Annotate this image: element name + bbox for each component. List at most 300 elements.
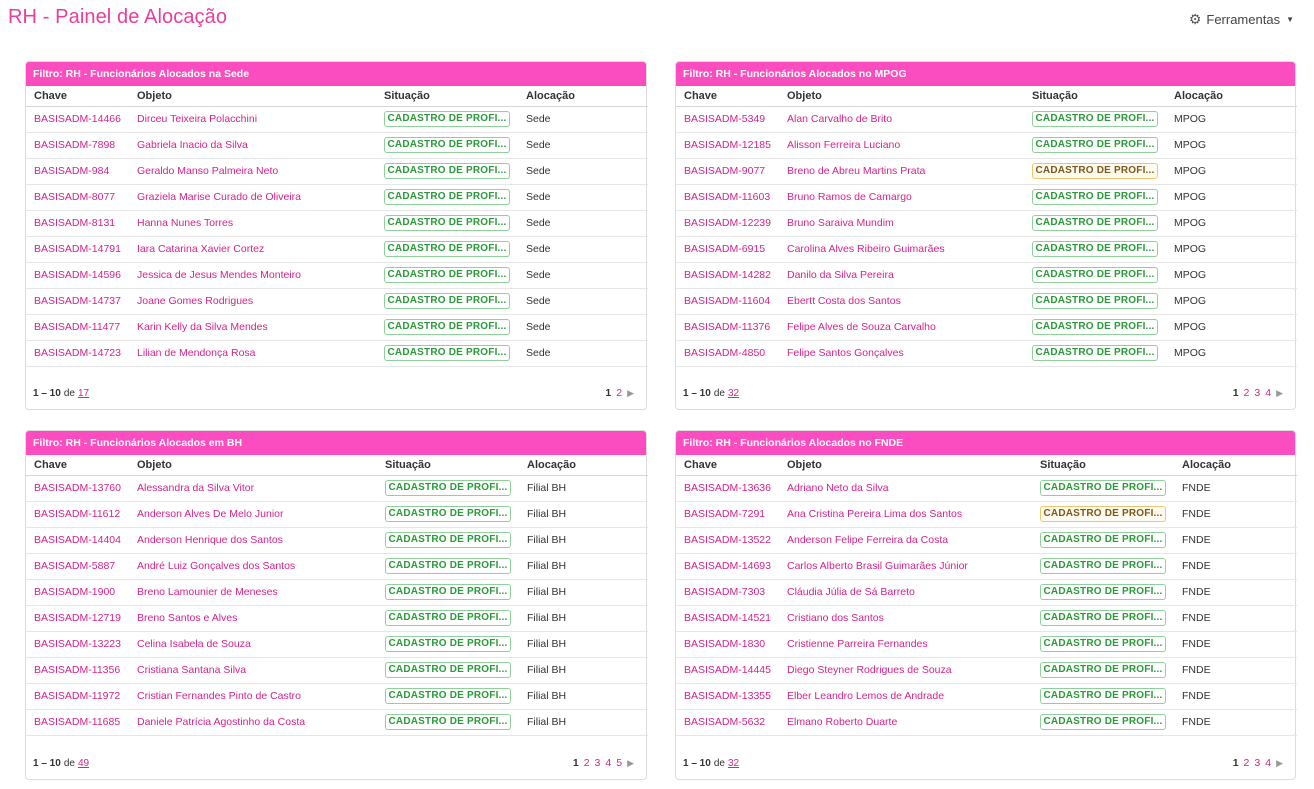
page-link[interactable]: 2: [1243, 387, 1250, 399]
table-row[interactable]: [26, 262, 648, 288]
status-cell: [376, 262, 518, 288]
results-table: [26, 455, 648, 736]
allocation-cell: Filial BH: [519, 605, 648, 631]
status-cell: [376, 132, 518, 158]
status-badge: CADASTRO DE PROFI...: [1040, 714, 1166, 730]
column-header-situacao[interactable]: Situação: [1024, 86, 1166, 106]
issue-key-link[interactable]: BASISADM-7291: [676, 501, 779, 527]
status-badge: CADASTRO DE PROFI...: [1040, 480, 1166, 496]
panel-title[interactable]: Filtro: RH - Funcionários Alocados na Sede: [26, 62, 646, 86]
issue-summary-link[interactable]: Carolina Alves Ribeiro Guimarães: [779, 236, 1024, 262]
status-cell: [377, 683, 519, 709]
column-header-chave[interactable]: Chave: [26, 455, 129, 475]
status-cell: [376, 236, 518, 262]
table-row[interactable]: [676, 184, 1297, 210]
status-badge: CADASTRO DE PROFI...: [384, 293, 510, 309]
issue-summary-link[interactable]: Joane Gomes Rodrigues: [129, 288, 376, 314]
column-header-situacao[interactable]: Situação: [376, 86, 518, 106]
table-row[interactable]: [26, 210, 648, 236]
table-row[interactable]: [26, 314, 648, 340]
status-cell: [1032, 527, 1174, 553]
page-link[interactable]: 4: [1265, 387, 1272, 399]
status-cell: [376, 184, 518, 210]
table-row[interactable]: [676, 210, 1297, 236]
status-badge: CADASTRO DE PROFI...: [385, 662, 511, 678]
status-badge: CADASTRO DE PROFI...: [385, 688, 511, 704]
status-cell: [1032, 553, 1174, 579]
status-cell: [377, 631, 519, 657]
issue-key-link[interactable]: BASISADM-11685: [26, 709, 129, 735]
table-row[interactable]: [676, 340, 1297, 366]
allocation-cell: MPOG: [1166, 340, 1297, 366]
allocation-cell: MPOG: [1166, 314, 1297, 340]
page-link[interactable]: 4: [1265, 757, 1272, 769]
issue-summary-link[interactable]: Alessandra da Silva Vitor: [129, 475, 377, 501]
issue-key-link[interactable]: BASISADM-13760: [26, 475, 129, 501]
status-cell: [1032, 501, 1174, 527]
issue-key-link[interactable]: BASISADM-11612: [26, 501, 129, 527]
status-badge: CADASTRO DE PROFI...: [1040, 610, 1166, 626]
gear-icon: ⚙: [1188, 11, 1202, 27]
allocation-cell: Sede: [518, 106, 648, 132]
next-page-icon[interactable]: ▶: [1276, 757, 1283, 768]
issue-key-link[interactable]: BASISADM-14693: [676, 553, 779, 579]
issue-key-link[interactable]: BASISADM-984: [26, 158, 129, 184]
issue-summary-link[interactable]: Iara Catarina Xavier Cortez: [129, 236, 376, 262]
issue-key-link[interactable]: BASISADM-5349: [676, 106, 779, 132]
status-badge: CADASTRO DE PROFI...: [1032, 163, 1158, 179]
table-row[interactable]: [26, 158, 648, 184]
issue-summary-link[interactable]: Ana Cristina Pereira Lima dos Santos: [779, 501, 1032, 527]
table-row[interactable]: [26, 683, 648, 709]
issue-key-link[interactable]: BASISADM-13522: [676, 527, 779, 553]
column-header-situacao[interactable]: Situação: [377, 455, 519, 475]
page-link[interactable]: 2: [1243, 757, 1250, 769]
allocation-cell: Filial BH: [519, 631, 648, 657]
table-row[interactable]: [26, 132, 648, 158]
status-badge: CADASTRO DE PROFI...: [1040, 506, 1166, 522]
issue-key-link[interactable]: BASISADM-14723: [26, 340, 129, 366]
status-badge: CADASTRO DE PROFI...: [1032, 293, 1158, 309]
status-badge: CADASTRO DE PROFI...: [1040, 688, 1166, 704]
table-row[interactable]: [676, 132, 1297, 158]
status-badge: CADASTRO DE PROFI...: [1032, 267, 1158, 283]
column-header-situacao[interactable]: Situação: [1032, 455, 1174, 475]
allocation-cell: MPOG: [1166, 236, 1297, 262]
status-cell: [1032, 631, 1174, 657]
issue-summary-link[interactable]: Dirceu Teixeira Polacchini: [129, 106, 376, 132]
issue-summary-link[interactable]: Anderson Henrique dos Santos: [129, 527, 377, 553]
pagination: [1233, 387, 1283, 399]
issue-key-link[interactable]: BASISADM-7303: [676, 579, 779, 605]
table-row[interactable]: [26, 288, 648, 314]
issue-key-link[interactable]: BASISADM-14521: [676, 605, 779, 631]
column-header-alocacao[interactable]: Alocação: [519, 455, 648, 475]
issue-summary-link[interactable]: Cristienne Parreira Fernandes: [779, 631, 1032, 657]
allocation-cell: Sede: [518, 184, 648, 210]
allocation-cell: MPOG: [1166, 184, 1297, 210]
table-row[interactable]: [676, 631, 1297, 657]
next-page-icon[interactable]: ▶: [1276, 387, 1283, 398]
issue-key-link[interactable]: BASISADM-12719: [26, 605, 129, 631]
table-row[interactable]: [26, 527, 648, 553]
tools-menu-label: Ferramentas: [1206, 12, 1281, 27]
status-badge: CADASTRO DE PROFI...: [384, 111, 510, 127]
issue-summary-link[interactable]: Anderson Alves De Melo Junior: [129, 501, 377, 527]
results-total-link[interactable]: 32: [727, 388, 740, 399]
allocation-cell: Sede: [518, 158, 648, 184]
allocation-cell: Filial BH: [519, 475, 648, 501]
issue-key-link[interactable]: BASISADM-11356: [26, 657, 129, 683]
allocation-cell: MPOG: [1166, 106, 1297, 132]
status-badge: CADASTRO DE PROFI...: [385, 532, 511, 548]
status-badge: CADASTRO DE PROFI...: [385, 636, 511, 652]
issue-key-link[interactable]: BASISADM-11477: [26, 314, 129, 340]
status-cell: [1024, 236, 1166, 262]
issue-summary-link[interactable]: Alan Carvalho de Brito: [779, 106, 1024, 132]
status-badge: CADASTRO DE PROFI...: [385, 714, 511, 730]
allocation-cell: MPOG: [1166, 158, 1297, 184]
issue-key-link[interactable]: BASISADM-8131: [26, 210, 129, 236]
filter-panel: [675, 430, 1296, 780]
status-cell: [1024, 314, 1166, 340]
status-cell: [1032, 605, 1174, 631]
allocation-cell: Filial BH: [519, 683, 648, 709]
panel-title[interactable]: Filtro: RH - Funcionários Alocados no MPOG: [676, 62, 1295, 86]
status-cell: [377, 657, 519, 683]
allocation-cell: Sede: [518, 132, 648, 158]
issue-key-link[interactable]: BASISADM-11603: [676, 184, 779, 210]
issue-summary-link[interactable]: Anderson Felipe Ferreira da Costa: [779, 527, 1032, 553]
status-badge: CADASTRO DE PROFI...: [385, 506, 511, 522]
status-badge: CADASTRO DE PROFI...: [1032, 319, 1158, 335]
allocation-cell: Filial BH: [519, 527, 648, 553]
table-row[interactable]: [26, 657, 648, 683]
allocation-cell: Sede: [518, 288, 648, 314]
status-cell: [1032, 709, 1174, 735]
issue-key-link[interactable]: BASISADM-11972: [26, 683, 129, 709]
issue-key-link[interactable]: BASISADM-11376: [676, 314, 779, 340]
issue-key-link[interactable]: BASISADM-12239: [676, 210, 779, 236]
table-row[interactable]: [676, 527, 1297, 553]
issue-key-link[interactable]: BASISADM-14737: [26, 288, 129, 314]
table-row[interactable]: [676, 106, 1297, 132]
allocation-cell: MPOG: [1166, 288, 1297, 314]
table-row[interactable]: [676, 657, 1297, 683]
status-cell: [376, 340, 518, 366]
allocation-cell: FNDE: [1174, 605, 1297, 631]
table-row[interactable]: [26, 709, 648, 735]
allocation-cell: FNDE: [1174, 501, 1297, 527]
issue-key-link[interactable]: BASISADM-14791: [26, 236, 129, 262]
issue-key-link[interactable]: BASISADM-7898: [26, 132, 129, 158]
results-of-label: de: [713, 388, 725, 399]
status-badge: CADASTRO DE PROFI...: [385, 584, 511, 600]
table-row[interactable]: [26, 605, 648, 631]
allocation-cell: Filial BH: [519, 579, 648, 605]
allocation-cell: Filial BH: [519, 709, 648, 735]
issue-key-link[interactable]: BASISADM-4850: [676, 340, 779, 366]
issue-key-link[interactable]: BASISADM-6915: [676, 236, 779, 262]
issue-key-link[interactable]: BASISADM-1900: [26, 579, 129, 605]
table-row[interactable]: [676, 683, 1297, 709]
status-badge: CADASTRO DE PROFI...: [1040, 636, 1166, 652]
allocation-cell: FNDE: [1174, 579, 1297, 605]
filter-panel: [675, 61, 1296, 410]
results-count: [683, 758, 739, 769]
status-cell: [1032, 683, 1174, 709]
results-range: 1 – 10: [683, 758, 711, 769]
issue-summary-link[interactable]: Breno de Abreu Martins Prata: [779, 158, 1024, 184]
table-row[interactable]: [26, 184, 648, 210]
issue-summary-link[interactable]: Cristiano dos Santos: [779, 605, 1032, 631]
table-row[interactable]: [26, 631, 648, 657]
column-header-objeto[interactable]: Objeto: [779, 455, 1032, 475]
page-link[interactable]: 4: [605, 757, 612, 769]
status-badge: CADASTRO DE PROFI...: [384, 267, 510, 283]
issue-summary-link[interactable]: Cláudia Júlia de Sá Barreto: [779, 579, 1032, 605]
next-page-icon[interactable]: ▶: [627, 757, 634, 768]
issue-key-link[interactable]: BASISADM-13355: [676, 683, 779, 709]
status-cell: [376, 210, 518, 236]
allocation-cell: FNDE: [1174, 527, 1297, 553]
issue-key-link[interactable]: BASISADM-11604: [676, 288, 779, 314]
table-row[interactable]: [676, 236, 1297, 262]
status-cell: [377, 553, 519, 579]
results-range: 1 – 10: [33, 388, 61, 399]
status-cell: [377, 475, 519, 501]
issue-summary-link[interactable]: Bruno Ramos de Camargo: [779, 184, 1024, 210]
table-row[interactable]: [676, 314, 1297, 340]
issue-key-link[interactable]: BASISADM-14404: [26, 527, 129, 553]
pagination: [605, 387, 634, 399]
allocation-cell: MPOG: [1166, 262, 1297, 288]
issue-key-link[interactable]: BASISADM-5887: [26, 553, 129, 579]
status-cell: [377, 709, 519, 735]
caret-down-icon: ▼: [1286, 15, 1294, 24]
results-total-link[interactable]: 32: [727, 758, 740, 769]
issue-summary-link[interactable]: Alisson Ferreira Luciano: [779, 132, 1024, 158]
issue-summary-link[interactable]: Felipe Santos Gonçalves: [779, 340, 1024, 366]
issue-summary-link[interactable]: Elber Leandro Lemos de Andrade: [779, 683, 1032, 709]
status-cell: [376, 288, 518, 314]
issue-summary-link[interactable]: Cristiana Santana Silva: [129, 657, 377, 683]
status-badge: CADASTRO DE PROFI...: [1032, 111, 1158, 127]
status-cell: [377, 527, 519, 553]
table-row[interactable]: [26, 106, 648, 132]
status-badge: CADASTRO DE PROFI...: [385, 480, 511, 496]
status-cell: [377, 579, 519, 605]
results-of-label: de: [63, 758, 75, 769]
issue-key-link[interactable]: BASISADM-14445: [676, 657, 779, 683]
issue-summary-link[interactable]: André Luiz Gonçalves dos Santos: [129, 553, 377, 579]
panel-title[interactable]: Filtro: RH - Funcionários Alocados no FNDE: [676, 431, 1295, 455]
page-link[interactable]: 2: [583, 757, 590, 769]
status-cell: [1024, 340, 1166, 366]
results-of-label: de: [713, 758, 725, 769]
table-row[interactable]: [676, 605, 1297, 631]
status-cell: [1024, 184, 1166, 210]
results-total-link[interactable]: 17: [77, 388, 90, 399]
status-cell: [1032, 579, 1174, 605]
results-count: [33, 758, 89, 769]
allocation-cell: FNDE: [1174, 553, 1297, 579]
status-badge: CADASTRO DE PROFI...: [384, 189, 510, 205]
results-table: [26, 86, 648, 367]
column-header-chave[interactable]: Chave: [26, 86, 129, 106]
status-badge: CADASTRO DE PROFI...: [384, 137, 510, 153]
results-range: 1 – 10: [683, 388, 711, 399]
page-link[interactable]: 3: [594, 757, 601, 769]
results-range: 1 – 10: [33, 758, 61, 769]
column-header-alocacao[interactable]: Alocação: [518, 86, 648, 106]
table-row[interactable]: [676, 553, 1297, 579]
status-badge: CADASTRO DE PROFI...: [385, 610, 511, 626]
filter-panel: [25, 61, 647, 410]
page-link[interactable]: 5: [616, 757, 623, 769]
page-link[interactable]: 3: [1254, 757, 1261, 769]
issue-key-link[interactable]: BASISADM-13636: [676, 475, 779, 501]
issue-summary-link[interactable]: Geraldo Manso Palmeira Neto: [129, 158, 376, 184]
issue-summary-link[interactable]: Elmano Roberto Duarte: [779, 709, 1032, 735]
table-row[interactable]: [676, 579, 1297, 605]
allocation-cell: FNDE: [1174, 683, 1297, 709]
column-header-chave[interactable]: Chave: [676, 455, 779, 475]
status-badge: CADASTRO DE PROFI...: [1040, 584, 1166, 600]
issue-key-link[interactable]: BASISADM-5632: [676, 709, 779, 735]
allocation-cell: Sede: [518, 340, 648, 366]
table-row[interactable]: [676, 501, 1297, 527]
table-row[interactable]: [26, 501, 648, 527]
issue-summary-link[interactable]: Carlos Alberto Brasil Guimarães Júnior: [779, 553, 1032, 579]
allocation-cell: FNDE: [1174, 475, 1297, 501]
issue-key-link[interactable]: BASISADM-14596: [26, 262, 129, 288]
allocation-cell: MPOG: [1166, 210, 1297, 236]
issue-key-link[interactable]: BASISADM-12185: [676, 132, 779, 158]
results-of-label: de: [63, 388, 75, 399]
status-cell: [376, 106, 518, 132]
issue-summary-link[interactable]: Diego Steyner Rodrigues de Souza: [779, 657, 1032, 683]
results-count: [683, 388, 739, 399]
status-cell: [1024, 210, 1166, 236]
issue-summary-link[interactable]: Cristian Fernandes Pinto de Castro: [129, 683, 377, 709]
issue-summary-link[interactable]: Danilo da Silva Pereira: [779, 262, 1024, 288]
allocation-cell: Filial BH: [519, 553, 648, 579]
issue-key-link[interactable]: BASISADM-14466: [26, 106, 129, 132]
status-badge: CADASTRO DE PROFI...: [384, 241, 510, 257]
status-cell: [1024, 262, 1166, 288]
issue-summary-link[interactable]: Daniele Patrícia Agostinho da Costa: [129, 709, 377, 735]
status-cell: [1032, 475, 1174, 501]
status-cell: [377, 501, 519, 527]
table-row[interactable]: [26, 579, 648, 605]
results-count: [33, 388, 89, 399]
issue-summary-link[interactable]: Breno Lamounier de Meneses: [129, 579, 377, 605]
issue-key-link[interactable]: BASISADM-1830: [676, 631, 779, 657]
page-current: 1: [605, 387, 612, 399]
column-header-alocacao[interactable]: Alocação: [1166, 86, 1297, 106]
table-row[interactable]: [26, 475, 648, 501]
status-badge: CADASTRO DE PROFI...: [384, 163, 510, 179]
table-row[interactable]: [26, 236, 648, 262]
table-row[interactable]: [676, 288, 1297, 314]
allocation-cell: FNDE: [1174, 631, 1297, 657]
allocation-cell: MPOG: [1166, 132, 1297, 158]
table-row[interactable]: [676, 158, 1297, 184]
column-header-objeto[interactable]: Objeto: [129, 455, 377, 475]
status-cell: [1032, 657, 1174, 683]
allocation-cell: FNDE: [1174, 657, 1297, 683]
status-badge: CADASTRO DE PROFI...: [1032, 241, 1158, 257]
column-header-objeto[interactable]: Objeto: [129, 86, 376, 106]
table-row[interactable]: [26, 553, 648, 579]
status-badge: CADASTRO DE PROFI...: [1032, 189, 1158, 205]
results-table: [676, 455, 1297, 736]
tools-menu-button[interactable]: [1189, 11, 1294, 28]
results-total-link[interactable]: 49: [77, 758, 90, 769]
filter-panel: [25, 430, 647, 780]
issue-summary-link[interactable]: Gabriela Inacio da Silva: [129, 132, 376, 158]
column-header-alocacao[interactable]: Alocação: [1174, 455, 1297, 475]
page-title: RH - Painel de Alocação: [8, 6, 228, 28]
allocation-cell: FNDE: [1174, 709, 1297, 735]
page-link[interactable]: 2: [616, 387, 623, 399]
status-badge: CADASTRO DE PROFI...: [1032, 137, 1158, 153]
status-badge: CADASTRO DE PROFI...: [1040, 532, 1166, 548]
issue-key-link[interactable]: BASISADM-8077: [26, 184, 129, 210]
status-cell: [1024, 158, 1166, 184]
table-row[interactable]: [676, 475, 1297, 501]
table-row[interactable]: [676, 709, 1297, 735]
issue-summary-link[interactable]: Graziela Marise Curado de Oliveira: [129, 184, 376, 210]
status-cell: [377, 605, 519, 631]
page-link[interactable]: 3: [1254, 387, 1261, 399]
column-header-objeto[interactable]: Objeto: [779, 86, 1024, 106]
status-cell: [376, 314, 518, 340]
allocation-cell: Filial BH: [519, 501, 648, 527]
status-badge: CADASTRO DE PROFI...: [384, 319, 510, 335]
issue-summary-link[interactable]: Karin Kelly da Silva Mendes: [129, 314, 376, 340]
issue-summary-link[interactable]: Bruno Saraiva Mundim: [779, 210, 1024, 236]
issue-summary-link[interactable]: Ebertt Costa dos Santos: [779, 288, 1024, 314]
table-row[interactable]: [676, 262, 1297, 288]
status-badge: CADASTRO DE PROFI...: [385, 558, 511, 574]
issue-key-link[interactable]: BASISADM-13223: [26, 631, 129, 657]
issue-summary-link[interactable]: Celina Isabela de Souza: [129, 631, 377, 657]
panel-title[interactable]: Filtro: RH - Funcionários Alocados em BH: [26, 431, 646, 455]
page-current: 1: [1232, 387, 1239, 399]
next-page-icon[interactable]: ▶: [627, 387, 634, 398]
issue-summary-link[interactable]: Hanna Nunes Torres: [129, 210, 376, 236]
status-cell: [1024, 106, 1166, 132]
issue-summary-link[interactable]: Jessica de Jesus Mendes Monteiro: [129, 262, 376, 288]
column-header-chave[interactable]: Chave: [676, 86, 779, 106]
allocation-cell: Sede: [518, 210, 648, 236]
allocation-cell: Filial BH: [519, 657, 648, 683]
status-badge: CADASTRO DE PROFI...: [384, 215, 510, 231]
issue-summary-link[interactable]: Adriano Neto da Silva: [779, 475, 1032, 501]
issue-key-link[interactable]: BASISADM-14282: [676, 262, 779, 288]
status-cell: [376, 158, 518, 184]
issue-summary-link[interactable]: Breno Santos e Alves: [129, 605, 377, 631]
pagination: [1233, 757, 1283, 769]
issue-summary-link[interactable]: Felipe Alves de Souza Carvalho: [779, 314, 1024, 340]
issue-key-link[interactable]: BASISADM-9077: [676, 158, 779, 184]
issue-summary-link[interactable]: Lilian de Mendonça Rosa: [129, 340, 376, 366]
allocation-cell: Sede: [518, 236, 648, 262]
status-cell: [1024, 288, 1166, 314]
table-row[interactable]: [26, 340, 648, 366]
